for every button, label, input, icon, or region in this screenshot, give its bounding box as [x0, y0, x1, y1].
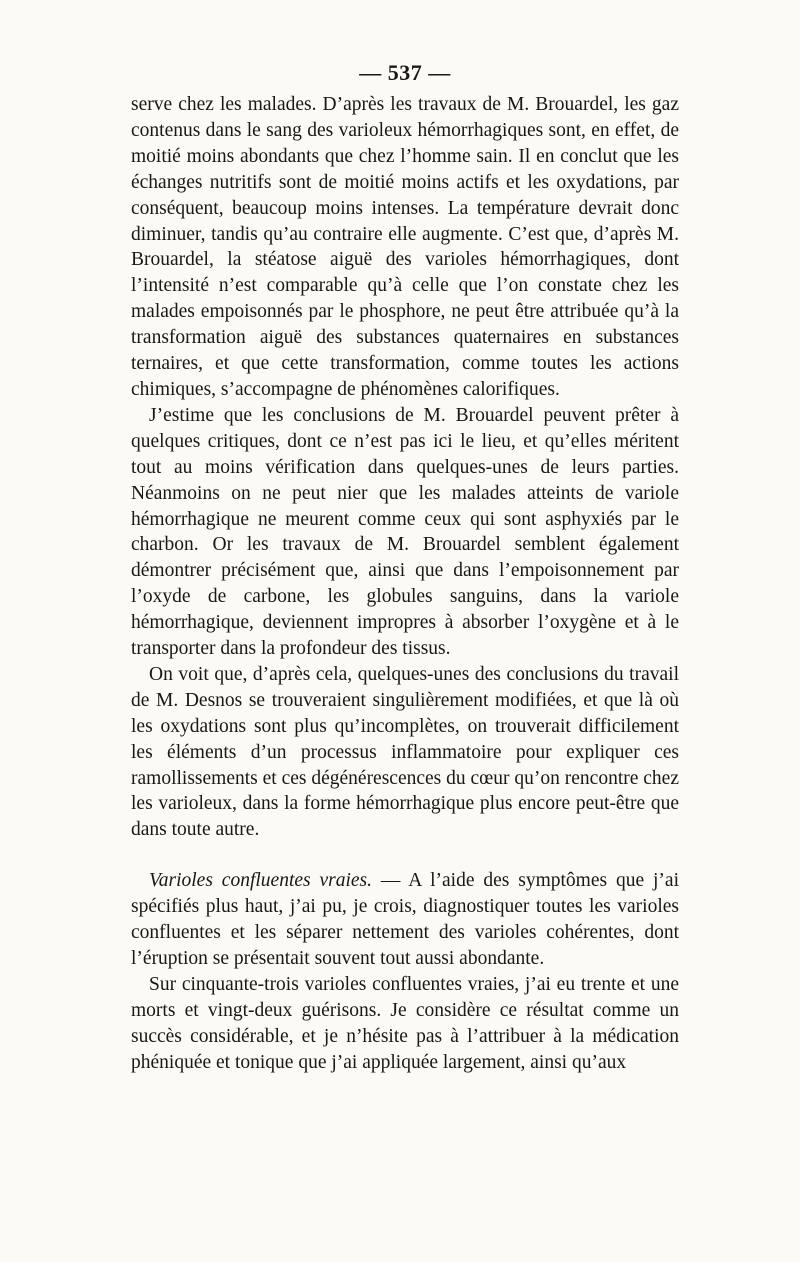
section-varioles-confluentes — [131, 868, 679, 972]
paragraph-brouardel-critique: J’estime que les conclusions de M. Brouardel peuvent prêter à quelques critiques, dont ce n’est pas ici le lieu, et qu’elles méritent tout au moins vérification dans quelques-unes de leurs parties. Néanmoins on ne peut nier que les malades atteints de variole hémorrhagique ne meurent comme ceux qui sont asphyxiés par le charbon. Or les travaux de M. Brouardel semblent également démontrer précisément que, ainsi que dans l’empoisonnement par l’oxyde de carbone, les globules sanguins, dans la variole hémorrhagique, deviennent impropres à absorber l’oxygène et à le transporter dans la profondeur des tissus. — [131, 404, 679, 660]
page-number: — 537 — — [359, 60, 451, 85]
page-body — [131, 58, 679, 1076]
paragraph-results: Sur cinquante-trois varioles confluentes vraies, j’ai eu trente et une morts et vingt-deux guérisons. Je considère ce résultat comme un succès considérable, et je n’hésite pas à l’attribuer à la médication phéniquée et tonique que j’ai appliquée largement, ainsi qu’aux — [131, 973, 679, 1073]
section-heading-text: — A l’aide des symptômes que j’ai spécifiés plus haut, j’ai pu, je crois, diagnostiquer toutes les varioles confluentes et les séparer nettement des varioles cohérentes, dont l’éruption se présentait souvent tout aussi abondante. — [131, 870, 679, 969]
paragraph-continuation: serve chez les malades. D’après les travaux de M. Brouardel, les gaz contenus dans le sang des varioleux hémorrhagiques sont, en effet, de moitié moins abondants que chez l’homme sain. Il en conclut que les échanges nutritifs sont de moitié moins actifs et les oxydations, par conséquent, beaucoup moins intenses. La température devrait donc diminuer, tandis qu’au contraire elle augmente. C’est que, d’après M. Brouardel, la stéatose aiguë des varioles hémorrhagiques, dont l’intensité n’est comparable qu’à celle que l’on constate chez les malades empoisonnés par le phosphore, ne peut être attribuée qu’à la transformation aiguë des substances quaternaires en substances ternaires, et que cette transformation, comme toutes les actions chimiques, s’accompagne de phénomènes calorifiques. — [131, 94, 679, 400]
section-heading: Varioles confluentes vraies. — [149, 870, 373, 892]
paragraph-desnos-conclusions: On voit que, d’après cela, quelques-unes des conclusions du travail de M. Desnos se trouveraient singulièrement modifiées, et que là où les oxydations sont plus qu’incomplètes, on trouverait difficilement les éléments d’un processus inflammatoire pour expliquer ces ramollissements et ces dégénérescences du cœur qu’on rencontre chez les varioleux, dans la forme hémorrhagique plus encore peut-être que dans toute autre. — [131, 663, 679, 841]
